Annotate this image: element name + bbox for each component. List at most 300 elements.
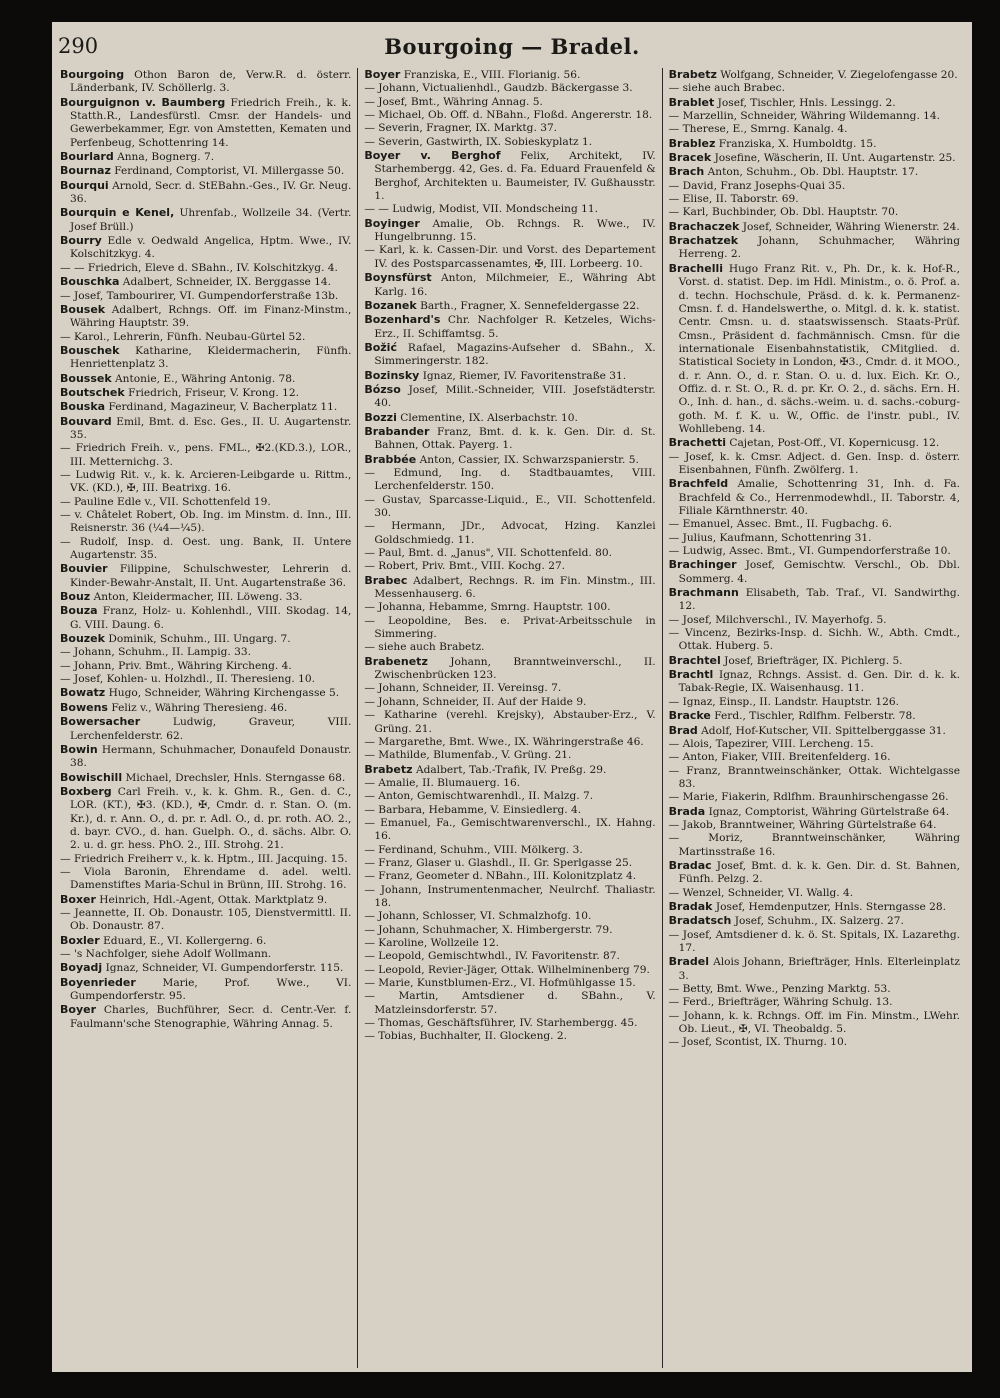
directory-entry: [60, 179, 351, 207]
entry-text: — Severin, Gastwirth, IX. Sobieskyplatz 1.: [364, 135, 593, 148]
entry-text: — Johann, Priv. Bmt., Währing Kircheng. 4.: [60, 659, 292, 672]
entry-name: Bowischill: [60, 770, 123, 784]
directory-entry: [669, 68, 960, 82]
page-header: [52, 22, 972, 64]
directory-entry: [364, 520, 655, 547]
entry-name: Bowens: [60, 700, 108, 714]
entry-text: Josef, Hemdenputzer, Hnls. Sterngasse 28.: [715, 900, 947, 913]
entry-text: Adalbert, Tab.-Trafik, IV. Preßg. 29.: [415, 763, 607, 776]
entry-text: Dominik, Schuhm., III. Ungarg. 7.: [108, 633, 291, 646]
directory-entry: [669, 668, 960, 696]
directory-entry: [60, 415, 351, 443]
entry-text: Ignaz, Riemer, IV. Favoritenstraße 31.: [422, 369, 627, 382]
entry-text: — Vincenz, Bezirks-Insp. d. Sichh. W., Abth. Cmdt., Ottak. Huberg. 5.: [668, 627, 960, 653]
directory-entry: [364, 964, 655, 977]
entry-text: — Karl, k. k. Cassen-Dir. und Vorst. des Departement IV. des Postsparcassenamtes, ✠, III. Lorbeerg. 10.: [364, 244, 656, 270]
directory-entry: [669, 1010, 960, 1037]
entry-name: Brad: [668, 723, 698, 737]
entry-text: — Leopoldine, Bes. e. Privat-Arbeitsschule in Simmering.: [364, 614, 656, 641]
directory-entry: [669, 887, 960, 900]
entry-text: Franziska, E., VIII. Florianig. 56.: [403, 69, 581, 81]
directory-entry: [60, 386, 351, 400]
directory-entry: [669, 451, 960, 478]
entry-text: — Franz, Branntweinschänker, Ottak. Wichtelgasse 83.: [668, 764, 960, 790]
entry-name: Boutschek: [60, 385, 125, 399]
entry-name: Brabetz: [364, 762, 413, 776]
entry-name: Bourguignon v. Baumberg: [60, 95, 226, 109]
directory-entry: [60, 934, 351, 948]
entry-name: Boxer: [60, 892, 96, 906]
directory-entry: [364, 790, 655, 803]
entry-text: — Anton, Fiaker, VIII. Breitenfelderg. 16.: [668, 751, 891, 764]
page-number: 290: [58, 34, 99, 58]
entry-text: — Marzellin, Schneider, Währing Wildemanng. 14.: [668, 110, 941, 123]
entry-name: Boxberg: [60, 784, 112, 798]
entry-text: Katharine, Kleidermacherin, Fünfh. Henriettenplatz 3.: [70, 344, 352, 371]
entry-text: Othon Baron de, Verw.R. d. österr. Länderbank, IV. Schöllerlg. 3.: [70, 69, 352, 95]
entry-name: Bozinsky: [364, 368, 420, 382]
entry-text: — Anton, Gemischtwarenhdl., II. Malzg. 7.: [364, 790, 594, 803]
directory-entry: [669, 586, 960, 614]
directory-entry: [60, 562, 351, 590]
directory-entry: [669, 518, 960, 531]
entry-text: Chr. Nachfolger R. Ketzeles, Wichs-Erz., II. Schiffamtsg. 5.: [374, 314, 656, 340]
entry-text: — Josef, Tambourirer, VI. Gumpendorferstraße 13b.: [60, 289, 339, 302]
directory-entry: [60, 331, 351, 344]
entry-name: Bourlard: [60, 150, 114, 164]
entry-name: Bozenhard's: [364, 313, 441, 327]
entry-name: Bouvard: [60, 414, 112, 428]
entry-name: Bracek: [668, 151, 712, 165]
directory-entry: [669, 983, 960, 996]
directory-entry: [60, 866, 351, 893]
directory-entry: [364, 313, 655, 341]
entry-text: — Julius, Kaufmann, Schottenring 31.: [668, 531, 872, 544]
entry-text: — Severin, Fragner, IX. Marktg. 37.: [364, 122, 558, 135]
entry-text: — Karol., Lehrerin, Fünfh. Neubau-Gürtel 52.: [60, 330, 306, 343]
entry-text: — — Friedrich, Eleve d. SBahn., IV. Kolschitzkyg. 4.: [60, 261, 338, 274]
directory-entry: [364, 804, 655, 817]
directory-entry: [60, 590, 351, 604]
entry-text: Arnold, Secr. d. StEBahn.-Ges., IV. Gr. Neug. 36.: [70, 179, 352, 206]
directory-entry: [669, 914, 960, 928]
directory-entry: [60, 290, 351, 303]
entry-name: Bowin: [60, 742, 98, 756]
entry-text: Franz, Bmt. d. k. k. Gen. Dir. d. St. Bahnen, Ottak. Payerg. 1.: [374, 425, 656, 452]
directory-entry: [669, 709, 960, 723]
directory-entry: [364, 271, 655, 299]
directory-entry: [60, 164, 351, 178]
directory-entry: [364, 203, 655, 216]
directory-entry: [364, 68, 655, 82]
page-title: Bourgoing — Bradel.: [384, 34, 640, 59]
directory-entry: [364, 709, 655, 736]
directory-entry: [364, 560, 655, 573]
directory-entry: [669, 532, 960, 545]
entry-text: — Marie, Kunstblumen-Erz., VI. Hofmühlgasse 15.: [364, 977, 636, 990]
entry-text: Franziska, X. Humboldtg. 15.: [718, 137, 877, 150]
entry-text: Heinrich, Hdl.-Agent, Ottak. Marktplatz 9.: [99, 893, 328, 906]
entry-text: — Johanna, Hebamme, Smrng. Hauptstr. 100.: [364, 601, 611, 614]
directory-entry: [364, 369, 655, 383]
directory-entry: [364, 857, 655, 870]
directory-entry: [669, 751, 960, 764]
entry-text: — Josef, Amtsdiener d. k. ö. St. Spitals, IX. Lazarethg. 17.: [668, 928, 960, 954]
directory-entry: [364, 96, 655, 109]
entry-text: — Friedrich Freiherr v., k. k. Hptm., III. Jacquing. 15.: [60, 852, 348, 865]
entry-text: — Therese, E., Smrng. Kanalg. 4.: [668, 123, 848, 136]
directory-entry: [364, 736, 655, 749]
directory-entry: [60, 673, 351, 686]
entry-text: — Friedrich Freih. v., pens. FML., ✠2.(KD.3.), LOR., III. Metternichg. 3.: [60, 442, 352, 468]
entry-text: — Karoline, Wollzeile 12.: [364, 937, 499, 949]
directory-entry: [669, 859, 960, 887]
directory-entry: [669, 696, 960, 709]
entry-text: — Edmund, Ing. d. Stadtbauamtes, VIII. Lerchenfelderstr. 150.: [364, 466, 656, 493]
directory-entry: [364, 601, 655, 614]
entry-text: Clementine, IX. Alserbachstr. 10.: [400, 411, 578, 424]
entry-name: Bracke: [668, 709, 711, 723]
directory-entry: [669, 614, 960, 627]
entry-text: — Johann, Schuhmacher, X. Himbergerstr. 79.: [364, 923, 613, 936]
directory-entry: [60, 96, 351, 150]
entry-text: Antonie, E., Währing Antonig. 78.: [115, 372, 296, 385]
entry-text: — Emanuel, Assec. Bmt., II. Fugbachg. 6.: [668, 518, 892, 531]
entry-name: Brachfeld: [668, 477, 729, 491]
directory-entry: [364, 341, 655, 369]
entry-text: — Katharine (verehl. Krejsky), Abstauber-Erz., V. Grüng. 21.: [364, 709, 656, 735]
directory-entry: [364, 990, 655, 1017]
entry-text: — Betty, Bmt. Wwe., Penzing Marktg. 53.: [668, 983, 891, 996]
directory-entry: [364, 494, 655, 521]
entry-text: — Johann, Instrumentenmacher, Neulrchf. Thaliastr. 18.: [364, 883, 656, 909]
directory-entry: [669, 110, 960, 123]
directory-entry: [364, 870, 655, 883]
entry-text: Felix, Architekt, IV. Starhembergg. 42, Ges. d. Fa. Eduard Frauenfeld & Berghof, Architekten u. Baumeister, IV. Gußhausstr. 1.: [374, 150, 656, 203]
entry-name: Bradatsch: [668, 914, 732, 928]
directory-entry: [364, 817, 655, 844]
directory-entry: [669, 929, 960, 956]
entry-text: — Thomas, Geschäftsführer, IV. Starhembergg. 45.: [364, 1017, 638, 1030]
entry-text: Anton, Milchmeier, E., Währing Abt Karlg. 16.: [374, 272, 656, 298]
entry-text: — Marie, Fiakerin, Rdlfhm. Braunhirschengasse 26.: [668, 791, 949, 804]
entry-name: Bowersacher: [60, 715, 141, 729]
entry-text: Hermann, Schuhmacher, Donaufeld Donaustr. 38.: [70, 743, 352, 770]
directory-entry: [364, 1030, 655, 1043]
entry-text: Anton, Schuhm., Ob. Dbl. Hauptstr. 17.: [707, 166, 919, 179]
entry-text: Josef, Tischler, Hnls. Lessingg. 2.: [717, 96, 896, 109]
entry-text: — Josef, Bmt., Währing Annag. 5.: [364, 95, 543, 108]
entry-text: — David, Franz Josephs-Quai 35.: [668, 179, 846, 192]
directory-entry: [60, 907, 351, 934]
directory-entry: [60, 496, 351, 509]
directory-entry: [60, 1003, 351, 1031]
entry-text: Michael, Drechsler, Hnls. Sterngasse 68.: [125, 771, 346, 784]
directory-entry: [60, 372, 351, 386]
directory-entry: [364, 937, 655, 950]
entry-text: — Mathilde, Blumenfab., V. Grüng. 21.: [364, 749, 572, 762]
directory-entry: [669, 220, 960, 234]
directory-entry: [364, 136, 655, 149]
entry-name: Bouza: [60, 604, 98, 618]
entry-text: — Johann, Schlosser, VI. Schmalzhofg. 10.: [364, 910, 592, 923]
entry-name: Bowatz: [60, 686, 106, 700]
directory-entry: [364, 467, 655, 494]
entry-text: — Jakob, Branntweiner, Währing Gürtelstraße 64.: [668, 818, 937, 831]
directory-entry: [364, 149, 655, 203]
directory-entry: [60, 442, 351, 469]
entry-text: — Hermann, JDr., Advocat, Hzing. Kanzlei Goldschmiedg. 11.: [364, 520, 656, 546]
directory-entry: [364, 884, 655, 911]
directory-entry: [364, 453, 655, 467]
directory-entry: [669, 832, 960, 859]
directory-entry: [669, 82, 960, 95]
entry-name: Boyenrieder: [60, 975, 136, 989]
directory-entry: [60, 509, 351, 536]
entry-text: — Pauline Edle v., VII. Schottenfeld 19.: [60, 495, 271, 508]
directory-entry: [669, 545, 960, 558]
entry-text: — Josef, Kohlen- u. Holzhdl., II. Theresieng. 10.: [60, 673, 315, 686]
directory-entry: [60, 948, 351, 961]
entry-text: Ferdinand, Magazineur, V. Bacherplatz 11.: [108, 401, 338, 414]
directory-entry: [364, 299, 655, 313]
directory-entry: [364, 425, 655, 453]
directory-entry: [60, 150, 351, 164]
entry-name: Brabander: [364, 424, 430, 438]
entry-text: — Johann, Schneider, II. Auf der Haide 9.: [364, 695, 587, 708]
entry-text: — Gustav, Sparcasse-Liquid., E., VII. Schottenfeld. 30.: [364, 493, 656, 519]
entry-text: Uhrenfab., Wollzeile 34. (Vertr. Josef Brüll.): [70, 207, 352, 233]
entry-text: — Rudolf, Insp. d. Oest. ung. Bank, II. Untere Augartenstr. 35.: [60, 535, 352, 562]
entry-text: — Ignaz, Einsp., II. Landstr. Hauptstr. 126.: [668, 695, 900, 708]
entry-name: Bouvier: [60, 562, 108, 576]
directory-entry: [60, 536, 351, 563]
directory-entry: [60, 632, 351, 646]
entry-text: — siehe auch Brabec.: [668, 82, 785, 95]
entry-name: Bousek: [60, 302, 106, 316]
entry-name: Brablez: [668, 136, 716, 150]
directory-entry: [60, 701, 351, 715]
entry-name: Boynsfürst: [364, 271, 432, 285]
directory-entry: [669, 477, 960, 518]
entry-name: Bradel: [668, 955, 709, 969]
entry-name: Brabetz: [668, 68, 717, 81]
directory-entry: [364, 641, 655, 654]
entry-text: Cajetan, Post-Off., VI. Kopernicusg. 12.: [729, 437, 940, 450]
directory-entry: [669, 151, 960, 165]
directory-column-1: [54, 68, 357, 1368]
entry-text: — siehe auch Brabetz.: [364, 641, 485, 654]
directory-entry: [669, 436, 960, 450]
directory-entry: [669, 137, 960, 151]
directory-entry: [364, 122, 655, 135]
directory-entry: [60, 853, 351, 866]
directory-entry: [669, 206, 960, 219]
directory-entry: [60, 785, 351, 853]
entry-name: Brachtel: [668, 653, 721, 667]
directory-entry: [60, 400, 351, 414]
entry-text: — Alois, Tapezirer, VIII. Lercheng. 15.: [668, 737, 874, 750]
entry-text: Ignaz, Schneider, VI. Gumpendorferstr. 115.: [105, 962, 344, 975]
directory-page: [52, 22, 972, 1372]
directory-entry: [60, 686, 351, 700]
directory-entry: [364, 910, 655, 923]
entry-name: Brachtl: [668, 668, 714, 682]
directory-entry: [669, 738, 960, 751]
directory-column-2: [357, 68, 661, 1368]
directory-entry: [364, 696, 655, 709]
entry-text: Ludwig, Graveur, VIII. Lerchenfelderstr. 62.: [70, 716, 352, 742]
entry-text: Adolf, Hof-Kutscher, VII. Spittelberggasse 31.: [701, 724, 946, 737]
directory-entry: [669, 1036, 960, 1049]
entry-name: Brachetti: [668, 436, 726, 450]
directory-entry: [60, 303, 351, 331]
directory-entry: [669, 819, 960, 832]
entry-name: Boyadj: [60, 961, 103, 975]
entry-name: Bournaz: [60, 164, 111, 178]
entry-name: Boxler: [60, 933, 100, 947]
entry-text: Wolfgang, Schneider, V. Ziegelofengasse 20.: [720, 69, 958, 81]
entry-name: Bouzek: [60, 632, 105, 646]
directory-entry: [669, 96, 960, 110]
entry-text: — Amalie, II. Blumauerg. 16.: [364, 776, 521, 789]
entry-name: Brablet: [668, 95, 715, 109]
entry-name: Bourry: [60, 234, 102, 248]
entry-name: Brabbée: [364, 452, 417, 466]
directory-entry: [60, 344, 351, 372]
entry-text: — Johann, k. k. Rchngs. Off. im Fin. Minstm., LWehr. Ob. Lieut., ✠, VI. Theobaldg. 5.: [668, 1009, 960, 1036]
directory-entry: [669, 123, 960, 136]
entry-text: — Ludwig Rit. v., k. k. Arcieren-Leibgarde u. Rittm., VK. (KD.), ✠, III. Beatrixg. 16.: [60, 468, 352, 495]
directory-entry: [669, 180, 960, 193]
entry-name: Bozanek: [364, 298, 417, 312]
entry-text: Anton, Kleidermacher, III. Löweng. 33.: [93, 591, 303, 604]
entry-text: Johann, Schuhmacher, Währing Herreng. 2.: [678, 235, 960, 261]
entry-text: — Franz, Glaser u. Glashdl., II. Gr. Sperlgasse 25.: [364, 856, 633, 869]
entry-name: Bourqui: [60, 178, 109, 192]
entry-name: Bradac: [668, 858, 712, 872]
entry-text: Carl Freih. v., k. k. Ghm. R., Gen. d. C., LOR. (KT.), ✠3. (KD.), ✠, Cmdr. d. r. Stan. O. (m. Kr.), d. r. Ann. O., d. pr. r. Adl. O., d. pr. roth. AO. 2., d. bayr. CVO., d. han. Guelph. O., d. sächs. Albr. O. 2. u. d. gr. hess. PhO. 2., III. Strohg. 21.: [70, 785, 352, 852]
entry-name: Bouschka: [60, 275, 120, 289]
entry-name: Bradak: [668, 899, 713, 913]
directory-entry: [60, 893, 351, 907]
entry-text: — Ferd., Briefträger, Währing Schulg. 13.: [668, 996, 893, 1009]
directory-column-3: [662, 68, 966, 1368]
entry-text: — Wenzel, Schneider, VI. Wallg. 4.: [668, 886, 854, 899]
entry-text: Edle v. Oedwald Angelica, Hptm. Wwe., IV. Kolschitzkyg. 4.: [70, 235, 352, 261]
directory-entry: [60, 275, 351, 289]
directory-entry: [364, 763, 655, 777]
directory-entry: [364, 977, 655, 990]
entry-text: Amalie, Schottenring 31, Inh. d. Fa. Brachfeld & Co., Herrenmodewhdl., II. Taborstr. 4, Filiale Kärnthnerstr. 40.: [678, 478, 960, 517]
directory-entry: [364, 777, 655, 790]
directory-entry: [60, 715, 351, 743]
entry-text: — Ferdinand, Schuhm., VIII. Mölkerg. 3.: [364, 843, 583, 856]
directory-entry: [60, 646, 351, 659]
entry-text: Anna, Bognerg. 7.: [117, 151, 215, 164]
entry-text: — Jeannette, II. Ob. Donaustr. 105, Dienstvermittl. II. Ob. Donaustr. 87.: [60, 906, 352, 933]
directory-entry: [60, 469, 351, 496]
entry-name: Bouschek: [60, 343, 120, 357]
entry-name: Bouz: [60, 590, 91, 604]
entry-name: Bózso: [364, 382, 401, 396]
entry-text: Josef, Schuhm., IX. Salzerg. 27.: [734, 915, 904, 928]
entry-text: Adalbert, Schneider, IX. Berggasse 14.: [122, 276, 332, 289]
directory-entry: [364, 749, 655, 762]
directory-entry: [364, 109, 655, 122]
entry-text: Josef, Schneider, Währing Wienerstr. 24.: [742, 220, 960, 233]
entry-name: Brabec: [364, 573, 408, 587]
directory-entry: [669, 955, 960, 983]
entry-text: Filippine, Schulschwester, Lehrerin d. Kinder-Bewahr-Anstalt, II. Unt. Augartenstraße 36.: [70, 563, 352, 589]
directory-entry: [669, 765, 960, 792]
entry-name: Brach: [668, 165, 705, 179]
entry-name: Brachaczek: [668, 219, 740, 233]
entry-text: Friedrich, Friseur, V. Krong. 12.: [128, 386, 299, 399]
entry-text: — Karl, Buchbinder, Ob. Dbl. Hauptstr. 70.: [668, 206, 899, 219]
directory-entry: [669, 654, 960, 668]
entry-text: — Franz, Geometer d. NBahn., III. Kolonitzplatz 4.: [364, 870, 637, 883]
entry-text: — v. Châtelet Robert, Ob. Ing. im Minstm. d. Inn., III. Reisnerstr. 36 (¼4—¼5).: [60, 509, 352, 535]
entry-text: Anton, Cassier, IX. Schwarzspanierstr. 5.: [419, 453, 639, 466]
entry-text: Josef, Briefträger, IX. Pichlerg. 5.: [724, 654, 903, 667]
entry-text: — Leopold, Gemischtwhdl., IV. Favoritenstr. 87.: [364, 950, 620, 963]
entry-text: — Johann, Victualienhdl., Gaudzb. Bäckergasse 3.: [364, 82, 633, 95]
directory-entry: [60, 604, 351, 632]
entry-name: Boyinger: [364, 216, 420, 230]
entry-name: Boyer: [60, 1003, 96, 1017]
entry-text: Adalbert, Rechngs. R. im Fin. Minstm., III. Messenhauserg. 6.: [374, 574, 656, 601]
entry-text: Marie, Prof. Wwe., VI. Gumpendorferstr. 95.: [70, 976, 352, 1003]
entry-text: — Barbara, Hebamme, V. Einsiedlerg. 4.: [364, 803, 582, 816]
entry-text: Adalbert, Rchngs. Off. im Finanz-Minstm., Währing Hauptstr. 39.: [70, 303, 352, 330]
entry-text: — Robert, Priv. Bmt., VIII. Kochg. 27.: [364, 560, 566, 573]
entry-text: Elisabeth, Tab. Traf., VI. Sandwirthg. 12.: [678, 587, 960, 613]
entry-name: Boussek: [60, 371, 112, 385]
directory-entry: [60, 743, 351, 771]
entry-text: — Margarethe, Bmt. Wwe., IX. Währingerstraße 46.: [364, 735, 644, 748]
directory-entry: [669, 193, 960, 206]
directory-entry: [669, 791, 960, 804]
directory-entry: [60, 234, 351, 262]
entry-text: Josefine, Wäscherin, II. Unt. Augartenstr. 25.: [714, 152, 956, 165]
entry-text: Charles, Buchführer, Secr. d. Centr.-Ver. f. Faulmann'sche Stenographie, Währing Annag. 5.: [70, 1004, 352, 1030]
entry-name: Bozzi: [364, 410, 397, 424]
entry-name: Bouska: [60, 400, 106, 414]
directory-entry: [364, 547, 655, 560]
entry-text: — Josef, Scontist, IX. Thurng. 10.: [668, 1036, 848, 1049]
entry-text: — Emanuel, Fa., Gemischtwarenverschl., IX. Hahng. 16.: [364, 816, 656, 843]
directory-entry: [364, 1017, 655, 1030]
entry-text: Hugo Franz Rit. v., Ph. Dr., k. k. Hof-R., Vorst. d. statist. Dep. im Hdl. Ministm., o. ö. Prof. a. d. techn. Hochschule, Präsd. d. k. k. Permanenz-Cmsn. f. d. Handelswerthe, o. Mitgl. d. k. k. statist. Centr. Cmsn. u. d. staatswissensch. Staats-Prüf. Cmsn., Präsident d. fachmännisch. Cmsn. für die internationale Eisenbahnstatistik, CMitglied. d. Statistical Society in London, ✠3., Cmdr. d. it MOO., d. r. Ann. O., d. r. Stan. O. u. d. lux. Eich. Kr. O., Offiz. d. r. St. O., R. d. pr. Kr. O. 2., d. sächs. Ern. H. O., Inh. d. han., d. sächs.-weim. u. d. sachs.-coburg-goth. M. f. K. u. W., Offic. de l'instr. publ., IV. Wohllebeng. 14.: [678, 262, 960, 435]
entry-text: — Michael, Ob. Off. d. NBahn., Floßd. Angererstr. 18.: [364, 109, 653, 122]
directory-entry: [60, 206, 351, 234]
directory-entry: [364, 411, 655, 425]
entry-text: Friedrich Freih., k. k. Statth.R., Landesfürstl. Cmsr. der Handels- und Gewerbekammer, Egr. von Amstetten, Kematen und Perfenbeug, Schottenring 14.: [70, 96, 352, 149]
directory-entry: [364, 924, 655, 937]
directory-entry: [669, 996, 960, 1009]
directory-entry: [669, 627, 960, 654]
entry-name: Brachinger: [668, 558, 737, 572]
entry-text: — Paul, Bmt. d. „Janus", VII. Schottenfeld. 80.: [364, 547, 612, 560]
directory-entry: [60, 771, 351, 785]
directory-entry: [60, 976, 351, 1004]
entry-text: — Leopold, Revier-Jäger, Ottak. Wilhelminenberg 79.: [364, 963, 650, 976]
entry-text: Ferdinand, Comptorist, VI. Millergasse 50.: [114, 165, 345, 178]
entry-text: — Viola Baronin, Ehrendame d. adel. weltl. Damenstiftes Maria-Schul in Brünn, III. Strohg. 16.: [60, 865, 352, 892]
entry-text: — Tobias, Buchhalter, II. Glockeng. 2.: [364, 1030, 568, 1043]
entry-text: Feliz v., Währing Theresieng. 46.: [111, 701, 288, 714]
